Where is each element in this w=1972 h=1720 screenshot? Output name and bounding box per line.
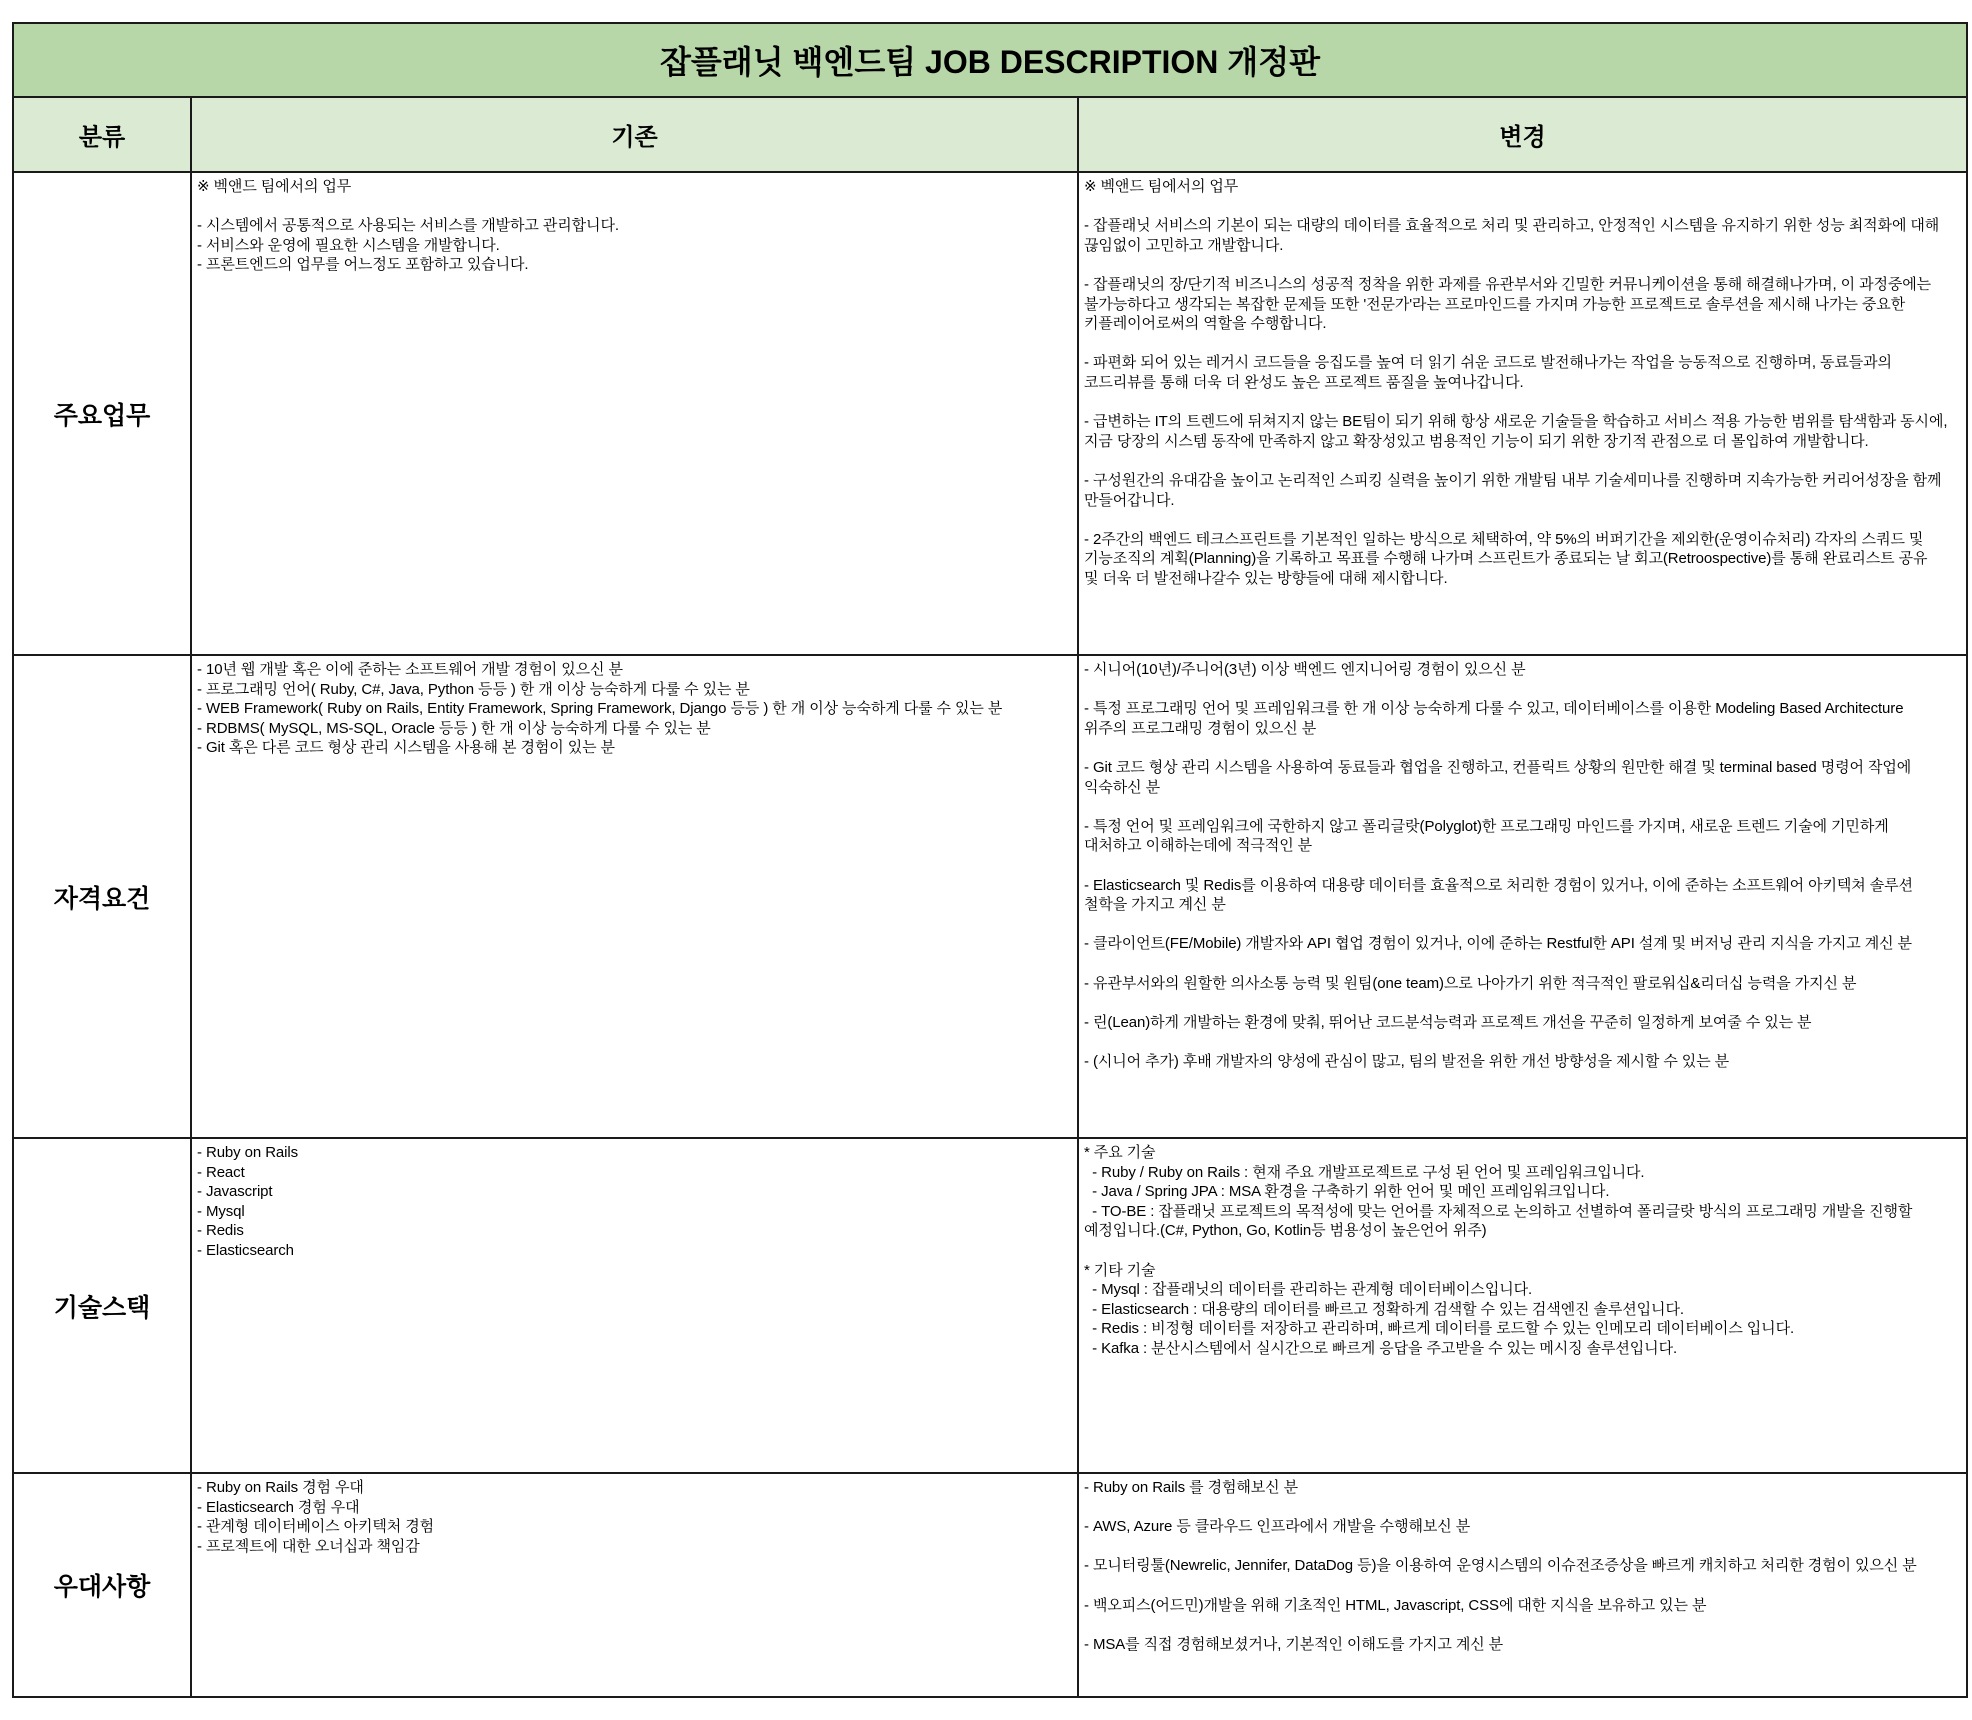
table-row-qualifications <box>13 655 1967 1138</box>
header-before: 기존 <box>191 97 1078 172</box>
job-description-table <box>12 22 1968 1698</box>
after-cell: * 주요 기술 - Ruby / Ruby on Rails : 현재 주요 개발프로젝트로 구성 된 언어 및 프레임워크입니다. - Java / Spring JPA : MSA 환경을 구축하기 위한 언어 및 메인 프레임워크입니다. - TO-BE : 잡플래닛 프로젝트의 목적성에 맞는 언어를 자체적으로 논의하고 선별하여 폴리글랏 방식의 프로그래밍 개발을 진행할 예정입니다.(C#, Python, Go, Kotlin등 범용성이 높은언어 위주) * 기타 기술 - Mysql : 잡플래닛의 데이터를 관리하는 관계형 데이터베이스입니다. - Elasticsearch : 대용량의 데이터를 빠르고 정확하게 검색할 수 있는 검색엔진 솔루션입니다. - Redis : 비정형 데이터를 저장하고 관리하며, 빠르게 데이터를 로드할 수 있는 인메모리 데이터베이스 입니다. - Kafka : 분산시스템에서 실시간으로 빠르게 응답을 주고받을 수 있는 메시징 솔루션입니다. <box>1078 1138 1967 1473</box>
before-cell: - Ruby on Rails - React - Javascript - Mysql - Redis - Elasticsearch <box>191 1138 1078 1473</box>
category-cell: 기술스택 <box>13 1138 191 1473</box>
header-after: 변경 <box>1078 97 1967 172</box>
before-cell: - Ruby on Rails 경험 우대 - Elasticsearch 경험 우대 - 관계형 데이터베이스 아키텍처 경험 - 프로젝트에 대한 오너십과 책임감 <box>191 1473 1078 1697</box>
after-cell: - Ruby on Rails 를 경험해보신 분 - AWS, Azure 등 클라우드 인프라에서 개발을 수행해보신 분 - 모니터링툴(Newrelic, Jennifer, DataDog 등)을 이용하여 운영시스템의 이슈전조증상을 빠르게 캐치하고 처리한 경험이 있으신 분 - 백오피스(어드민)개발을 위해 기초적인 HTML, Javascript, CSS에 대한 지식을 보유하고 있는 분 - MSA를 직접 경험해보셨거나, 기본적인 이해도를 가지고 계신 분 <box>1078 1473 1967 1697</box>
table-row-main-duties <box>13 172 1967 655</box>
category-cell: 자격요건 <box>13 655 191 1138</box>
before-cell: ※ 벡앤드 팀에서의 업무 - 시스템에서 공통적으로 사용되는 서비스를 개발하고 관리합니다. - 서비스와 운영에 필요한 시스템을 개발합니다. - 프론트엔드의 업무를 어느정도 포함하고 있습니다. <box>191 172 1078 655</box>
after-cell: ※ 벡앤드 팀에서의 업무 - 잡플래닛 서비스의 기본이 되는 대량의 데이터를 효율적으로 처리 및 관리하고, 안정적인 시스템을 유지하기 위한 성능 최적화에 대해 끊임없이 고민하고 개발합니다. - 잡플래닛의 장/단기적 비즈니스의 성공적 정착을 위한 과제를 유관부서와 긴밀한 커뮤니케이션을 통해 해결해나가며, 이 과정중에는 불가능하다고 생각되는 복잡한 문제들 또한 '전문가'라는 프로마인드를 가지며 가능한 프로젝트로 솔루션을 제시해 나가는 중요한 키플레이어로써의 역할을 수행합니다. - 파편화 되어 있는 레거시 코드들을 응집도를 높여 더 읽기 쉬운 코드로 발전해나가는 작업을 능동적으로 진행하며, 동료들과의 코드리뷰를 통해 더욱 더 완성도 높은 프로젝트 품질을 높여나갑니다. - 급변하는 IT의 트렌드에 뒤쳐지지 않는 BE팀이 되기 위해 항상 새로운 기술들을 학습하고 서비스 적용 가능한 범위를 탐색함과 동시에, 지금 당장의 시스템 동작에 만족하지 않고 확장성있고 범용적인 기능이 되기 위한 장기적 관점으로 더 몰입하여 개발합니다. - 구성원간의 유대감을 높이고 논리적인 스피킹 실력을 높이기 위한 개발팀 내부 기술세미나를 진행하며 지속가능한 커리어성장을 함께 만들어갑니다. - 2주간의 백엔드 테크스프린트를 기본적인 일하는 방식으로 체택하여, 약 5%의 버퍼기간을 제외한(운영이슈처리) 각자의 스쿼드 및 기능조직의 계획(Planning)을 기록하고 목표를 수행해 나가며 스프린트가 종료되는 날 회고(Retroospective)를 통해 완료리스트 공유 및 더욱 더 발전해나갈수 있는 방향들에 대해 제시합니다. <box>1078 172 1967 655</box>
table-row-tech-stack <box>13 1138 1967 1473</box>
page-title: 잡플래닛 백엔드팀 JOB DESCRIPTION 개정판 <box>13 23 1967 97</box>
category-cell: 주요업무 <box>13 172 191 655</box>
table-row-preferred <box>13 1473 1967 1697</box>
before-cell: - 10년 웹 개발 혹은 이에 준하는 소프트웨어 개발 경험이 있으신 분 - 프로그래밍 언어( Ruby, C#, Java, Python 등등 ) 한 개 이상 능숙하게 다룰 수 있는 분 - WEB Framework( Ruby on Rails, Entity Framework, Spring Framework, Django 등등 ) 한 개 이상 능숙하게 다룰 수 있는 분 - RDBMS( MySQL, MS-SQL, Oracle 등등 ) 한 개 이상 능숙하게 다룰 수 있는 분 - Git 혹은 다른 코드 형상 관리 시스템을 사용해 본 경험이 있는 분 <box>191 655 1078 1138</box>
header-category: 분류 <box>13 97 191 172</box>
category-cell: 우대사항 <box>13 1473 191 1697</box>
after-cell: - 시니어(10년)/주니어(3년) 이상 백엔드 엔지니어링 경험이 있으신 분 - 특정 프로그래밍 언어 및 프레임워크를 한 개 이상 능숙하게 다룰 수 있고, 데이터베이스를 이용한 Modeling Based Architecture 위주의 프로그래밍 경험이 있으신 분 - Git 코드 형상 관리 시스템을 사용하여 동료들과 협업을 진행하고, 컨플릭트 상황의 원만한 해결 및 terminal based 명령어 작업에 익숙하신 분 - 특정 언어 및 프레임워크에 국한하지 않고 폴리글랏(Polyglot)한 프로그래밍 마인드를 가지며, 새로운 트렌드 기술에 기민하게 대처하고 이해하는데에 적극적인 분 - Elasticsearch 및 Redis를 이용하여 대용량 데이터를 효율적으로 처리한 경험이 있거나, 이에 준하는 소프트웨어 아키텍쳐 솔루션 철학을 가지고 계신 분 - 클라이언트(FE/Mobile) 개발자와 API 협업 경험이 있거나, 이에 준하는 Restful한 API 설계 및 버저닝 관리 지식을 가지고 계신 분 - 유관부서와의 원할한 의사소통 능력 및 원팀(one team)으로 나아가기 위한 적극적인 팔로워십&리더십 능력을 가지신 분 - 린(Lean)하게 개발하는 환경에 맞춰, 뛰어난 코드분석능력과 프로젝트 개선을 꾸준히 일정하게 보여줄 수 있는 분 - (시니어 추가) 후배 개발자의 양성에 관심이 많고, 팀의 발전을 위한 개선 방향성을 제시할 수 있는 분 <box>1078 655 1967 1138</box>
header-row <box>13 97 1967 172</box>
